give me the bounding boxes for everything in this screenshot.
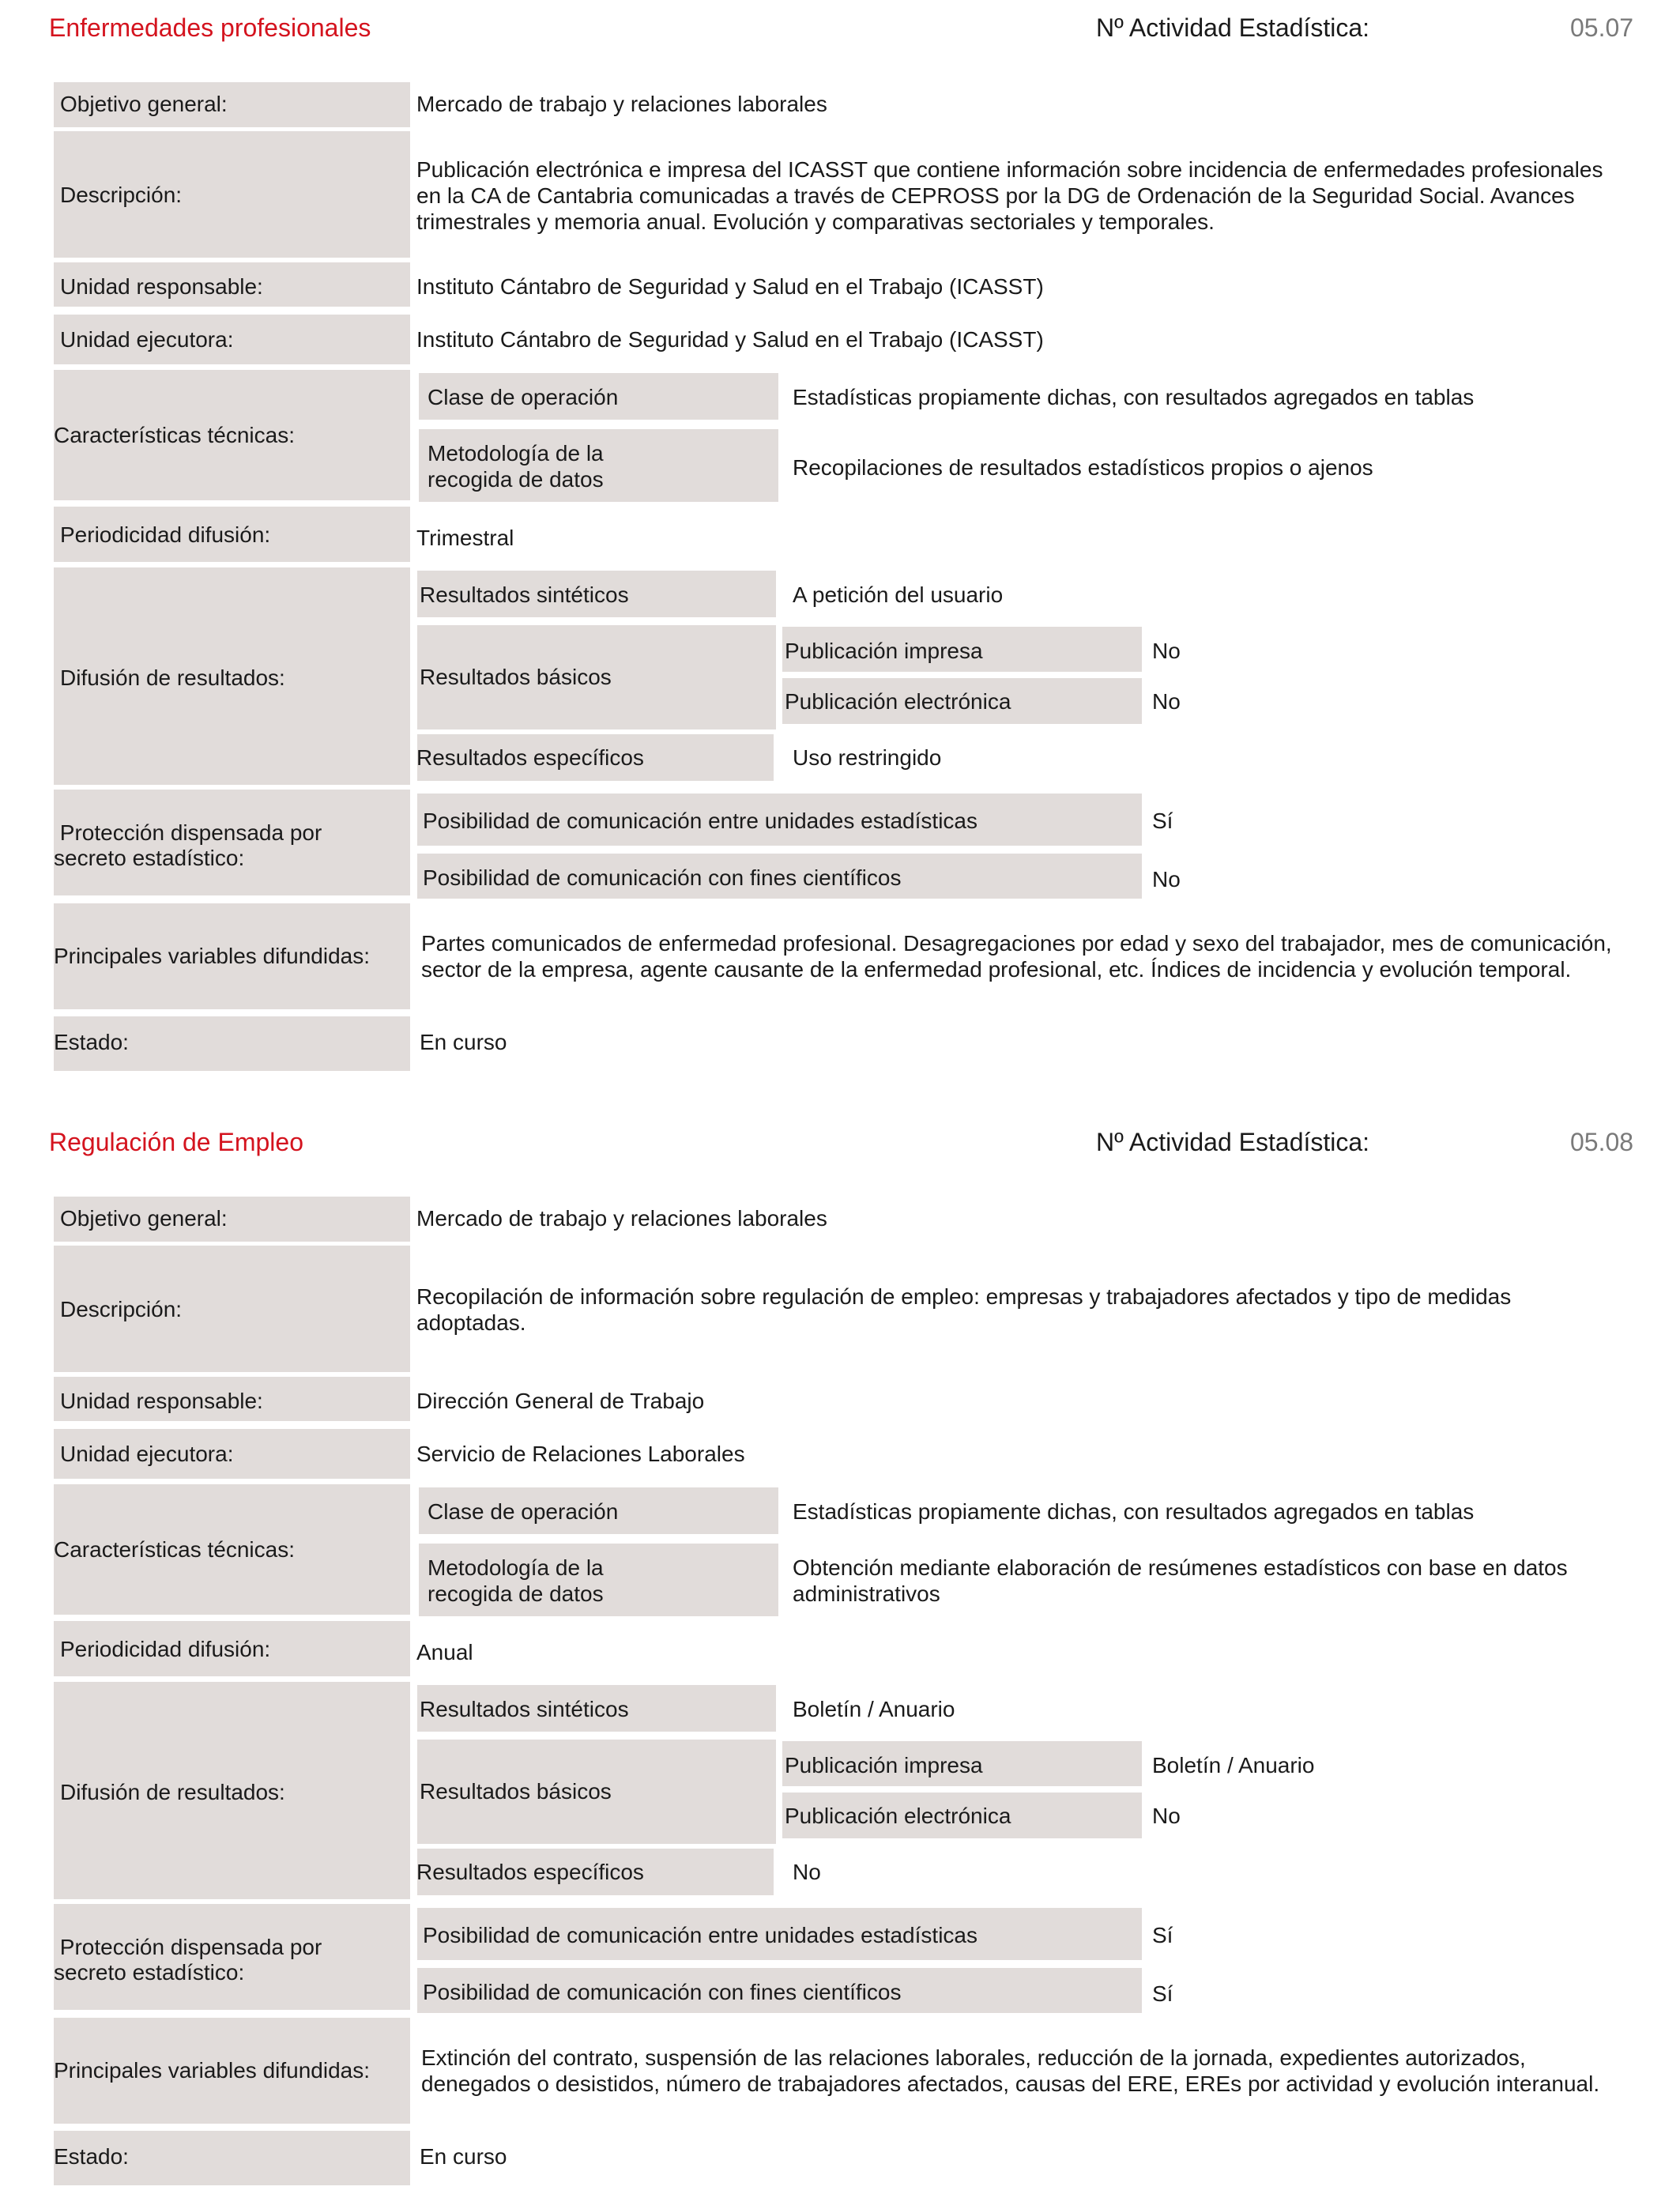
impresa-label: Publicación impresa bbox=[785, 639, 983, 663]
variables-label: Principales variables difundidas: bbox=[54, 2058, 370, 2083]
com-cientificos-value: Sí bbox=[1152, 1981, 1173, 2006]
impresa-label: Publicación impresa bbox=[785, 1753, 983, 1777]
clase-value: Estadísticas propiamente dichas, con resultados agregados en tablas bbox=[793, 1499, 1475, 1524]
proteccion-label: Protección dispensada por bbox=[54, 1935, 322, 1959]
proteccion-label: Protección dispensada por bbox=[54, 820, 322, 845]
unidad-responsable-label: Unidad responsable: bbox=[60, 274, 263, 299]
com-unidades-label: Posibilidad de comunicación entre unidades estadísticas bbox=[423, 809, 977, 833]
objetivo-label: Objetivo general: bbox=[60, 92, 228, 116]
estado-label: Estado: bbox=[54, 2144, 129, 2169]
clase-label: Clase de operación bbox=[428, 1499, 619, 1524]
section-title: Enfermedades profesionales bbox=[49, 13, 371, 42]
proteccion-label: secreto estadístico: bbox=[54, 846, 245, 870]
sinteticos-label: Resultados sintéticos bbox=[420, 1697, 629, 1721]
metodologia-label: Metodología de la bbox=[428, 1555, 604, 1580]
unidad-ejecutora-value: Instituto Cántabro de Seguridad y Salud en el Trabajo (ICASST) bbox=[416, 327, 1044, 352]
descripcion-label: Descripción: bbox=[60, 1297, 183, 1321]
periodicidad-label: Periodicidad difusión: bbox=[60, 522, 271, 547]
objetivo-label: Objetivo general: bbox=[60, 1206, 228, 1231]
proteccion-label: secreto estadístico: bbox=[54, 1960, 245, 1985]
variables-line: Partes comunicados de enfermedad profesional. Desagregaciones por edad y sexo del trabajador, mes de comunicación, bbox=[421, 931, 1612, 956]
clase-label: Clase de operación bbox=[428, 385, 619, 409]
estado-value: En curso bbox=[420, 1030, 507, 1054]
com-cientificos-label: Posibilidad de comunicación con fines científicos bbox=[423, 865, 902, 890]
impresa-value: Boletín / Anuario bbox=[1152, 1753, 1315, 1777]
unidad-ejecutora-label: Unidad ejecutora: bbox=[60, 1442, 234, 1466]
metodologia-label: Metodología de la bbox=[428, 441, 604, 466]
electronica-value: No bbox=[1152, 1804, 1181, 1828]
metodologia-value: administrativos bbox=[793, 1581, 940, 1606]
activity-label: Nº Actividad Estadística: bbox=[1096, 13, 1370, 42]
descripcion-label: Descripción: bbox=[60, 183, 183, 207]
descripcion-line: trimestrales y memoria anual. Evolución y comparativas sectoriales y temporales. bbox=[416, 209, 1215, 234]
variables-line: Extinción del contrato, suspensión de las relaciones laborales, reducción de la jornada, expedientes autorizados, bbox=[421, 2045, 1526, 2070]
variables-line: denegados o desistidos, número de trabajadores afectados, causas del ERE, EREs por actividad y evolución interanual. bbox=[421, 2071, 1600, 2096]
descripcion-line: en la CA de Cantabria comunicadas a través de CEPROSS por la DG de Ordenación de la Seguridad Social. Avances bbox=[416, 183, 1575, 208]
unidad-ejecutora-label: Unidad ejecutora: bbox=[60, 327, 234, 352]
especificos-value: No bbox=[793, 1860, 821, 1884]
unidad-responsable-label: Unidad responsable: bbox=[60, 1389, 263, 1413]
difusion-label: Difusión de resultados: bbox=[60, 1780, 285, 1804]
difusion-label: Difusión de resultados: bbox=[60, 665, 285, 690]
activity-label: Nº Actividad Estadística: bbox=[1096, 1128, 1370, 1156]
objetivo-value: Mercado de trabajo y relaciones laborales bbox=[416, 92, 827, 116]
descripcion-line: Publicación electrónica e impresa del ICASST que contiene información sobre incidencia de enfermedades profesionales bbox=[416, 157, 1603, 182]
unidad-responsable-value: Instituto Cántabro de Seguridad y Salud en el Trabajo (ICASST) bbox=[416, 274, 1044, 299]
section-title: Regulación de Empleo bbox=[49, 1128, 303, 1156]
unidad-ejecutora-value: Servicio de Relaciones Laborales bbox=[416, 1442, 745, 1466]
activity-number: 05.07 bbox=[1570, 13, 1634, 42]
metodologia-label: recogida de datos bbox=[428, 1581, 604, 1606]
sinteticos-label: Resultados sintéticos bbox=[420, 582, 629, 607]
caracteristicas-label: Características técnicas: bbox=[54, 1537, 295, 1562]
sinteticos-value: A petición del usuario bbox=[793, 582, 1004, 607]
variables-line: sector de la empresa, agente causante de la enfermedad profesional, etc. Índices de incidencia y evolución temporal. bbox=[421, 957, 1572, 982]
clase-value: Estadísticas propiamente dichas, con resultados agregados en tablas bbox=[793, 385, 1475, 409]
com-cientificos-value: No bbox=[1152, 867, 1181, 892]
activity-number: 05.08 bbox=[1570, 1128, 1634, 1156]
especificos-label: Resultados específicos bbox=[416, 745, 644, 770]
estado-label: Estado: bbox=[54, 1030, 129, 1054]
estado-value: En curso bbox=[420, 2144, 507, 2169]
impresa-value: No bbox=[1152, 639, 1181, 663]
section-regulacion-de-empleo bbox=[0, 1114, 1680, 2194]
metodologia-value: Obtención mediante elaboración de resúmenes estadísticos con base en datos bbox=[793, 1555, 1568, 1580]
periodicidad-value: Trimestral bbox=[416, 526, 514, 550]
basicos-label: Resultados básicos bbox=[420, 665, 612, 689]
metodologia-label: recogida de datos bbox=[428, 467, 604, 492]
descripcion-line: adoptadas. bbox=[416, 1310, 526, 1335]
electronica-value: No bbox=[1152, 689, 1181, 714]
com-unidades-value: Sí bbox=[1152, 1923, 1173, 1947]
objetivo-value: Mercado de trabajo y relaciones laborales bbox=[416, 1206, 827, 1231]
electronica-label: Publicación electrónica bbox=[785, 1804, 1011, 1828]
descripcion-line: Recopilación de información sobre regulación de empleo: empresas y trabajadores afectados y tipo de medidas bbox=[416, 1284, 1512, 1309]
variables-label: Principales variables difundidas: bbox=[54, 944, 370, 968]
electronica-label: Publicación electrónica bbox=[785, 689, 1011, 714]
com-unidades-value: Sí bbox=[1152, 809, 1173, 833]
com-unidades-label: Posibilidad de comunicación entre unidades estadísticas bbox=[423, 1923, 977, 1947]
especificos-label: Resultados específicos bbox=[416, 1860, 644, 1884]
periodicidad-label: Periodicidad difusión: bbox=[60, 1637, 271, 1661]
com-cientificos-label: Posibilidad de comunicación con fines científicos bbox=[423, 1980, 902, 2004]
sinteticos-value: Boletín / Anuario bbox=[793, 1697, 955, 1721]
basicos-label: Resultados básicos bbox=[420, 1779, 612, 1804]
unidad-responsable-value: Dirección General de Trabajo bbox=[416, 1389, 705, 1413]
periodicidad-value: Anual bbox=[416, 1640, 473, 1664]
metodologia-value: Recopilaciones de resultados estadísticos propios o ajenos bbox=[793, 455, 1373, 480]
caracteristicas-label: Características técnicas: bbox=[54, 423, 295, 447]
especificos-value: Uso restringido bbox=[793, 745, 942, 770]
